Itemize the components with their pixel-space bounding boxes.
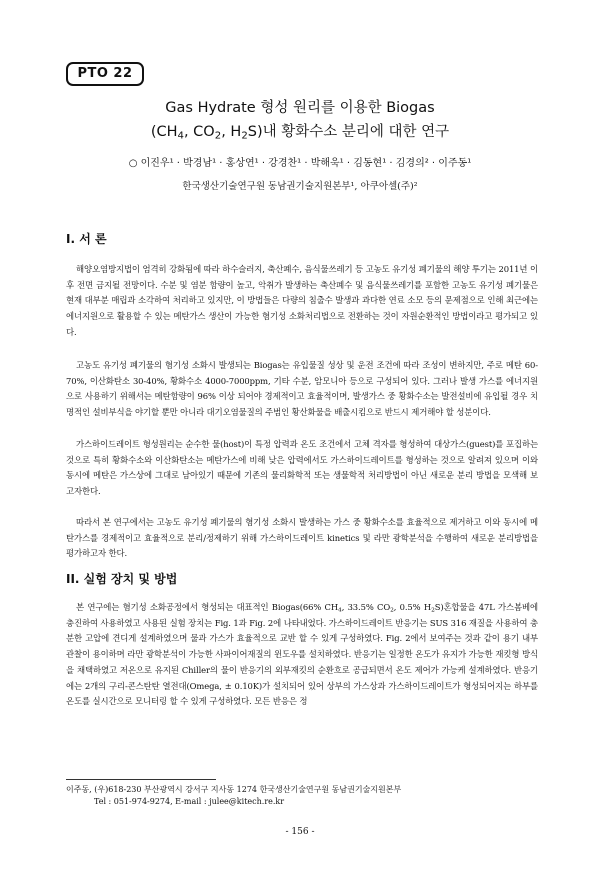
paper-title-line-2: ($CH_4$, $CO_2$, $H_2S$)내 황화수소 분리에 대한 연구 <box>150 124 450 142</box>
page-number: - 156 - <box>285 827 315 837</box>
author-list: ○ 이진우¹ · 박경남¹ · 홍상연¹ · 강경찬¹ · 박해욱¹ · 김동현¹ · 김경의² · 이주동¹ <box>128 158 472 169</box>
session-badge: PTO 22 <box>66 62 144 86</box>
section-heading-introduction: I. 서 론 <box>66 232 107 246</box>
footnote-address: 이주동, (우)618-230 부산광역시 강서구 지사동 1274 한국생산기술연구원 동남권기술지원본부 <box>66 785 402 794</box>
body-paragraph: 해양오염방지법이 엄격히 강화됨에 따라 하수슬러지, 축산폐수, 음식물쓰레기 등 고농도 유기성 폐기물의 해양 투기는 2011년 이후 전면 금지될 전망이다. 수분 및 염분 함량이 높고, 악취가 발생하는 축산폐수 및 음식물쓰레기를 포함한 고농도 유기성 폐기물은 현재 대부분 매립과 소각하여 처리하고 있지만, 이 방법들은 다량의 침출수 발생과 과다한 연료 소모 등의 문제점으로 인해 최근에는 에너지원으로 활용할 수 있는 메탄가스 생산이 가능한 혐기성 소화처리법으로 전환하는 것이 자원순환적인 방법이라고 평가되고 있다. <box>66 264 538 337</box>
body-paragraph: 고농도 유기성 폐기물의 혐기성 소화시 발생되는 Biogas는 유입물질 성상 및 운전 조건에 따라 조성이 변하지만, 주로 메탄 60-70%, 이산화탄소 30-40%, 황화수소 4000-7000ppm, 기타 수분, 암모니아 등으로 구성되어 있다. 그러나 발생 가스를 에너지원으로 사용하기 위해서는 메탄함량이 96% 이상 되어야 경제적이고 효율적이며, 발생가스 중 황화수소는 발전설비에 유입될 경우 치명적인 설비부식을 야기할 뿐만 아니라 대기오염물질의 주범인 황산화물을 배출시킴으로 반드시 제거해야 할 성분이다. <box>66 360 538 418</box>
body-paragraph: 가스하이드레이트 형성원리는 순수한 물(host)이 특정 압력과 온도 조건에서 고체 격자를 형성하여 대상가스(guest)를 포집하는 것으로 특히 황화수소와 이산화탄소는 메탄가스에 비해 낮은 압력에서도 가스하이드레이트를 형성하는 것으로 알려져 있으며 이와 동시에 메탄은 가스상에 그대로 남아있기 때문에 기존의 물리화학적 또는 생물학적 처리방법이 아닌 새로운 분리 방법을 모색해 보고자한다. <box>66 439 538 497</box>
section-heading-methods: II. 실험 장치 및 방법 <box>66 572 178 586</box>
footnote-contact: Tel : 051-974-9274, E-mail : julee@kitech.re.kr <box>94 797 285 806</box>
affiliation: 한국생산기술연구원 동남권기술지원본부¹, 아쿠아셀(주)² <box>182 181 418 192</box>
footnote-divider <box>66 779 216 780</box>
body-paragraph: 본 연구에는 혐기성 소화공정에서 형성되는 대표적인 Biogas(66% $CH_4$, 33.5% $CO_2$, 0.5% $H_2S$)혼합물을 47L 가스봄베에 충진하여 사용하였고 사용된 실험 장치는 Fig. 1과 Fig. 2에 나타내었다. 가스하이드레이트 반응기는 SUS 316 재질을 사용하여 충분한 고압에 견디게 설계하였으며 물과 가스가 효율적으로 교반 할 수 있게 구성하였다. Fig. 2에서 보여주는 것과 같이 용기 내부 관찰이 용이하며 라만 광학분석이 가능한 사파이어재질의 윈도우를 설치하였다. 반응기는 일정한 온도가 유지가 가능한 재킷형 방식을 채택하였고 저온으로 유지된 Chiller의 물이 반응기의 외부재킷의 순환흐로 공급되면서 온도 제어가 가능케 설계하였다. 반응기에는 2개의 구리-콘스탄탄 열전대(Omega, ± 0.10K)가 설치되어 있어 상부의 가스상과 가스하이드레이트가 형성되어지는 하부를 온도를 실시간으로 모니터링 할 수 있게 구성하였다. 모든 반응은 정 <box>66 602 539 707</box>
paper-title-line-1: Gas Hydrate 형성 원리를 이용한 Biogas <box>165 100 435 116</box>
body-paragraph: 따라서 본 연구에서는 고농도 유기성 폐기물의 혐기성 소화시 발생하는 가스 중 황화수소를 효율적으로 제거하고 이와 동시에 메탄가스를 경제적이고 효율적으로 분리/정제하기 위해 가스하이드레이트 kinetics 및 라만 광학분석을 수행하여 새로운 분리방법을 평가하고자 한다. <box>66 517 538 559</box>
